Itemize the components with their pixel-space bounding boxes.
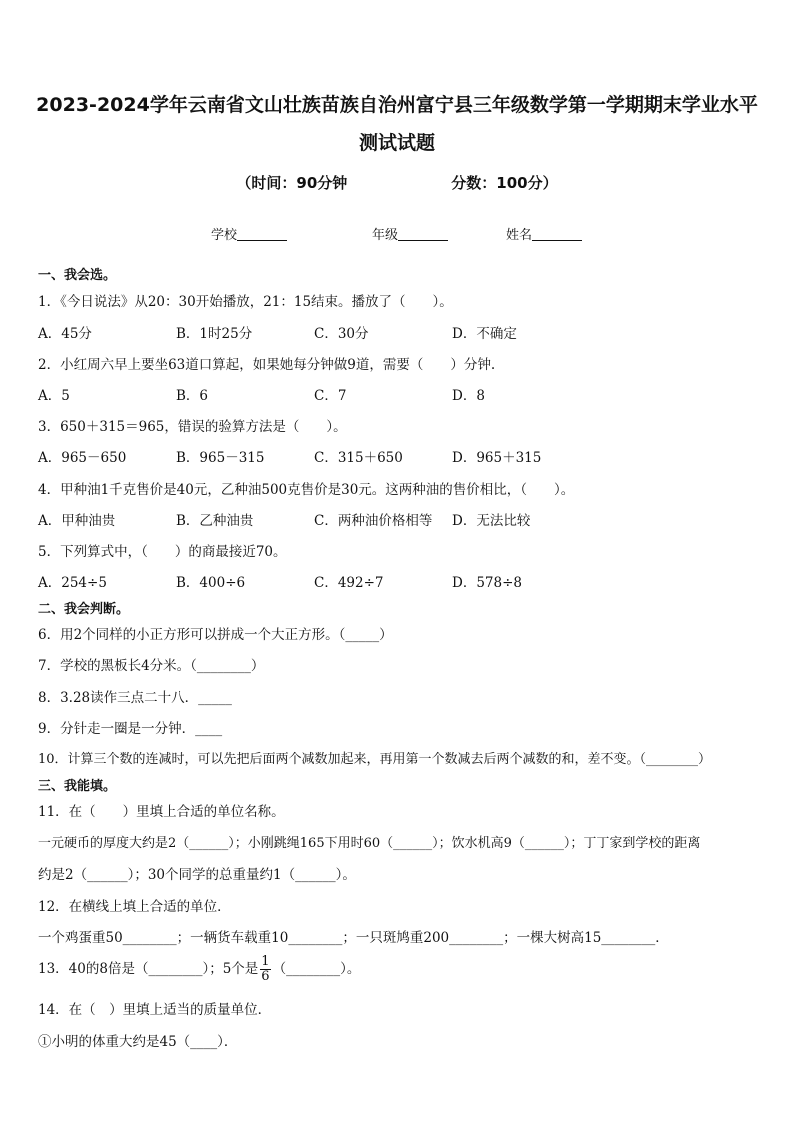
option-a[interactable]: A．45分 (38, 326, 92, 342)
option-a[interactable]: A．5 (38, 388, 70, 404)
question-14: 14．在（ ）里填上适当的质量单位． (38, 1002, 272, 1018)
question-4: 4．甲种油1千克售价是40元，乙种油500克售价是30元。这两种油的售价相比，（ ）。 (38, 482, 575, 498)
question-11-line-1: 一元硬币的厚度大约是2（______）；小刚跳绳165下用时60（______）；饮水机高9（______）；丁丁家到学校的距离 (38, 836, 701, 851)
option-b[interactable]: B．400÷6 (176, 575, 246, 591)
question-2: 2．小红周六早上要坐63道口算起，如果她每分钟做9道，需要（ ）分钟. (38, 357, 496, 373)
option-d[interactable]: D．578÷8 (452, 575, 522, 591)
option-b[interactable]: B．965－315 (176, 450, 265, 466)
grade-blank[interactable] (398, 240, 448, 241)
option-c[interactable]: C．315＋650 (314, 450, 403, 466)
option-d[interactable]: D．不确定 (452, 326, 517, 342)
option-c[interactable]: C．两种油价格相等 (314, 513, 433, 529)
option-a[interactable]: A．甲种油贵 (38, 513, 116, 529)
fraction-one-sixth: $\frac{1}{6}$ (261, 954, 270, 984)
question-14-sub-1: ①小明的体重大约是45（____）． (38, 1034, 238, 1050)
section-heading-fill: 三、我能填。 (38, 779, 117, 794)
option-a[interactable]: A．254÷5 (38, 575, 107, 591)
exam-meta (0, 172, 794, 193)
option-d[interactable]: D．无法比较 (452, 513, 531, 529)
question-12-line: 一个鸡蛋重50________；一辆货车载重10________；一只斑鸠重200________；一棵大树高15________． (38, 930, 669, 946)
exam-score: 分数：100分） (451, 174, 558, 192)
option-a[interactable]: A．965－650 (38, 450, 127, 466)
question-3: 3．650＋315＝965，错误的验算方法是（ ）。 (38, 419, 347, 435)
option-b[interactable]: B．6 (176, 388, 209, 404)
question-10: 10．计算三个数的连减时，可以先把后面两个减数加起来，再用第一个数减去后两个减数的和，差不变。（________） (38, 752, 712, 767)
question-9: 9．分针走一圈是一分钟．____ (38, 721, 223, 737)
option-b[interactable]: B．乙种油贵 (176, 513, 254, 529)
school-blank[interactable] (237, 240, 287, 241)
section-heading-choice: 一、我会选。 (38, 268, 117, 283)
question-13: 13．40的8倍是（________）；5个是 $\frac{1}{6}$ （________）。 (38, 954, 361, 984)
question-5: 5．下列算式中，（ ）的商最接近70。 (38, 544, 287, 560)
grade-field[interactable]: 年级 (372, 224, 448, 243)
exam-title-line1: 2023-2024学年云南省文山壮族苗族自治州富宁县三年级数学第一学期期末学业水平 (36, 94, 758, 116)
school-field[interactable]: 学校 (211, 224, 287, 243)
question-1: 1．《今日说法》从20：30开始播放，21：15结束。播放了（ ）。 (38, 294, 453, 310)
option-c[interactable]: C．30分 (314, 326, 369, 342)
option-c[interactable]: C．492÷7 (314, 575, 384, 591)
option-c[interactable]: C．7 (314, 388, 347, 404)
question-7: 7．学校的黑板长4分米。（________） (38, 658, 265, 674)
name-blank[interactable] (532, 240, 582, 241)
question-6: 6．用2个同样的小正方形可以拼成一个大正方形。（_____） (38, 627, 393, 643)
option-d[interactable]: D．965＋315 (452, 450, 542, 466)
question-12: 12．在横线上填上合适的单位． (38, 899, 231, 915)
exam-title-line2: 测试试题 (358, 132, 435, 154)
question-8: 8．3.28读作三点二十八．_____ (38, 690, 232, 706)
question-11-line-2: 约是2（______）；30个同学的总重量约1（______）。 (38, 867, 356, 883)
exam-time: （时间：90分钟 (236, 174, 348, 192)
question-11: 11．在（ ）里填上合适的单位名称。 (38, 804, 285, 820)
name-field[interactable]: 姓名 (506, 224, 582, 243)
section-heading-judge: 二、我会判断。 (38, 602, 130, 617)
option-d[interactable]: D．8 (452, 388, 485, 404)
option-b[interactable]: B．1时25分 (176, 326, 253, 342)
